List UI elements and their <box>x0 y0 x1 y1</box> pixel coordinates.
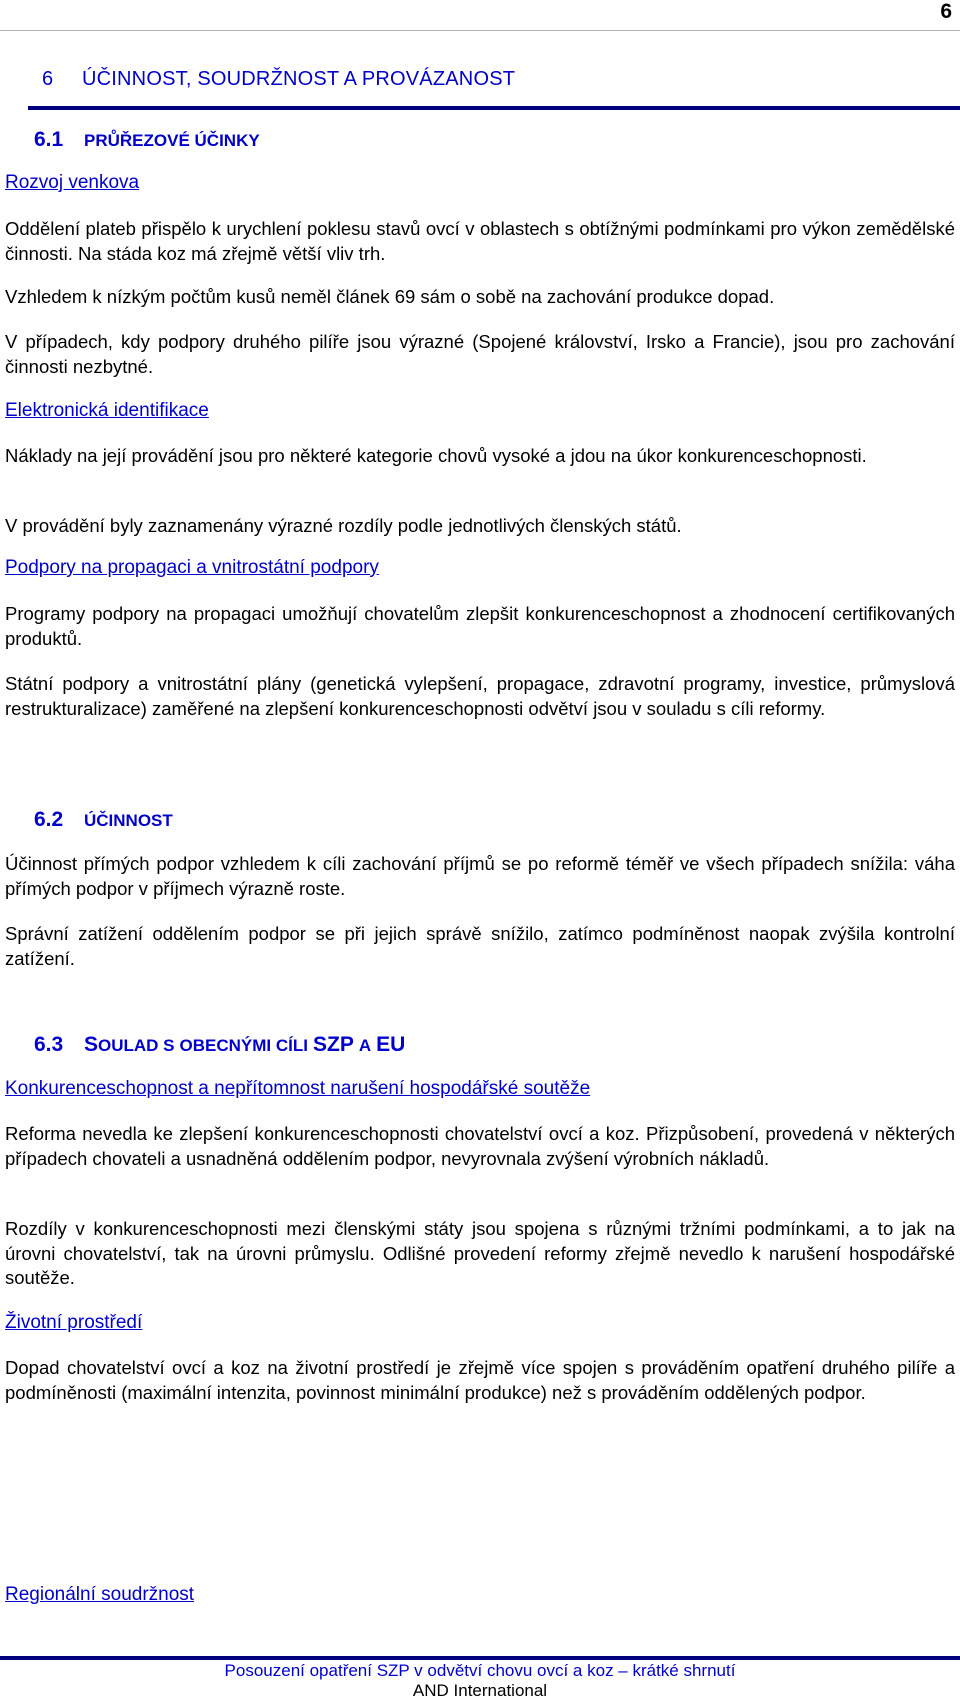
paragraph: Programy podpory na propagaci umožňují chovatelům zlepšit konkurenceschopnost a zhodnocení certifikovaných produktů. <box>5 603 955 649</box>
chapter-title: ÚČINNOST, SOUDRŽNOST A PROVÁZANOST <box>82 68 516 90</box>
paragraph: Správní zatížení oddělením podpor se při jejich správě snížilo, zatímco podmíněnost naopak zvýšila kontrolní zatížení. <box>5 923 955 969</box>
paragraph: Oddělení plateb přispělo k urychlení poklesu stavů ovcí v oblastech s obtížnými podmínkami pro výkon zemědělské činnosti. Na stáda koz má zřejmě větší vliv trh. <box>5 218 955 264</box>
paragraph: Vzhledem k nízkým počtům kusů neměl článek 69 sám o sobě na zachování produkce dopad. <box>5 286 775 307</box>
link-elektronicka-identifikace[interactable]: Elektronická identifikace <box>5 400 209 421</box>
section-number: 6.3 <box>34 1033 64 1056</box>
paragraph: V provádění byly zaznamenány výrazné rozdíly podle jednotlivých členských států. <box>5 515 682 536</box>
link-rozvoj-venkova[interactable]: Rozvoj venkova <box>5 172 140 193</box>
footer-author: AND International <box>412 1681 548 1700</box>
section-number: 6.1 <box>34 128 64 151</box>
section-title: ÚČINNOST <box>84 811 173 830</box>
paragraph: Státní podpory a vnitrostátní plány (genetická vylepšení, propagace, zdravotní programy, investice, průmyslová restrukturalizace) zaměřené na zlepšení konkurenceschopnosti odvětví jsou v souladu s cíli reformy. <box>5 673 955 719</box>
chapter-rule <box>28 106 960 110</box>
section-title: SOULAD S OBECNÝMI CÍLI SZP A EU <box>84 1033 406 1056</box>
paragraph: Účinnost přímých podpor vzhledem k cíli zachování příjmů se po reformě téměř ve všech případech snížila: váha přímých podpor v příjmech výrazně roste. <box>5 853 955 899</box>
chapter-heading <box>42 68 515 91</box>
chapter-number: 6 <box>42 68 54 90</box>
paragraph: Reforma nevedla ke zlepšení konkurenceschopnosti chovatelství ovcí a koz. Přizpůsobení, provedená v některých případech chovateli a usnadněná oddělením podpor, nevyrovnala zvýšení výrobních nákladů. <box>5 1123 955 1169</box>
link-podpory-na-propagaci[interactable]: Podpory na propagaci a vnitrostátní podpory <box>5 557 379 578</box>
page-number: 6 <box>940 0 952 23</box>
paragraph: Náklady na její provádění jsou pro některé kategorie chovů vysoké a jdou na úkor konkurenceschopnosti. <box>5 445 867 466</box>
section-heading-6-2 <box>34 808 173 832</box>
section-number: 6.2 <box>34 808 64 831</box>
link-regionalni-soudrznost[interactable]: Regionální soudržnost <box>5 1584 195 1605</box>
section-title: PRŮŘEZOVÉ ÚČINKY <box>84 131 260 150</box>
paragraph: Dopad chovatelství ovcí a koz na životní prostředí je zřejmě více spojen s prováděním opatření druhého pilíře a podmíněnosti (maximální intenzita, povinnost minimální produkce) než s prováděním oddělených podpor. <box>5 1357 955 1403</box>
header-rule <box>0 30 960 31</box>
paragraph: Rozdíly v konkurenceschopnosti mezi členskými státy jsou spojena s různými tržními podmínkami, a to jak na úrovni chovatelství, tak na úrovni průmyslu. Odlišné provedení reformy zřejmě nevedlo k narušení hospodářské soutěže. <box>5 1218 955 1288</box>
paragraph: V případech, kdy podpory druhého pilíře jsou výrazné (Spojené království, Irsko a Francie), jsou pro zachování činnosti nezbytné. <box>5 331 955 377</box>
footer <box>0 1661 960 1701</box>
link-zivotni-prostredi[interactable]: Životní prostředí <box>5 1312 143 1333</box>
footer-title: Posouzení opatření SZP v odvětví chovu ovcí a koz – krátké shrnutí <box>224 1661 736 1680</box>
footer-rule <box>0 1656 960 1660</box>
section-heading-6-3 <box>34 1033 405 1057</box>
section-heading-6-1 <box>34 128 260 152</box>
link-konkurenceschopnost[interactable]: Konkurenceschopnost a nepřítomnost narušení hospodářské soutěže <box>5 1078 591 1099</box>
